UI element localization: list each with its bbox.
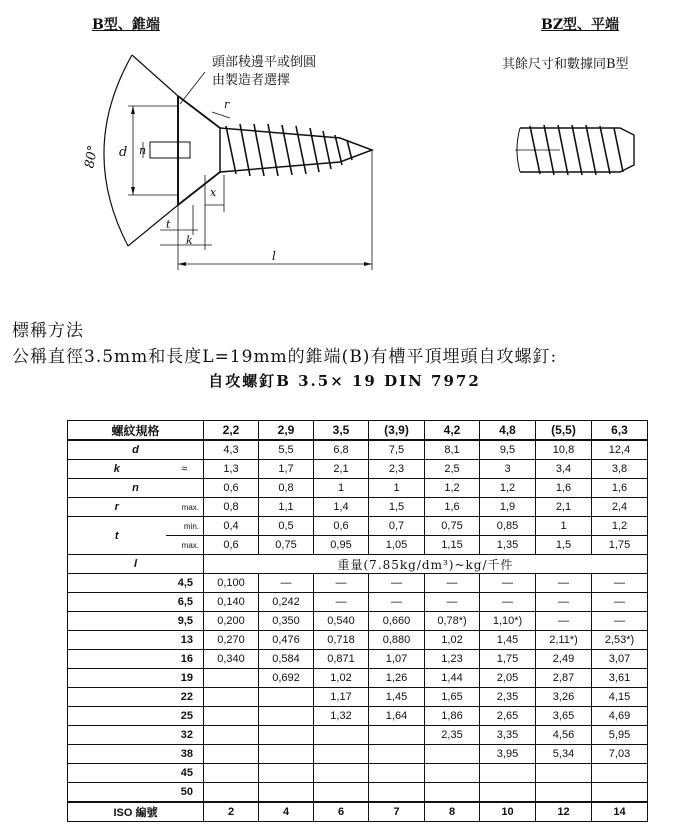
weight-value (369, 745, 425, 764)
weight-value: 1,02 (425, 631, 480, 650)
row-k-label: k (68, 460, 166, 479)
row-d-value: 9,5 (480, 440, 536, 460)
weight-value: 1,17 (314, 688, 369, 707)
length-row (68, 650, 648, 669)
weight-value (259, 726, 314, 745)
row-d-value: 12,4 (592, 440, 648, 460)
weight-value: 4,69 (592, 707, 648, 726)
weight-value: 2,05 (480, 669, 536, 688)
row-t-max-value: 1,15 (425, 536, 480, 555)
length-row (68, 688, 648, 707)
iso-number: 7 (369, 802, 425, 822)
weight-value: 0,476 (259, 631, 314, 650)
bz-type-caption: BZ型、平端 (541, 17, 620, 33)
row-t-min-value: 1,2 (592, 517, 648, 536)
weight-value: 0,660 (369, 612, 425, 631)
weight-value: 0,140 (204, 593, 259, 612)
row-k-value: 2,3 (369, 460, 425, 479)
weight-value: 2,65 (480, 707, 536, 726)
row-n-value: 1 (369, 479, 425, 498)
weight-value (259, 783, 314, 803)
row-k-value: 3 (480, 460, 536, 479)
weight-value: 0,880 (369, 631, 425, 650)
weight-value: 1,07 (369, 650, 425, 669)
bz-note: 其餘尺寸和數據同B型 (502, 57, 629, 72)
size-col: (5,5) (536, 421, 592, 441)
length-label: 32 (68, 726, 204, 745)
weight-value: — (425, 593, 480, 612)
weight-value (314, 745, 369, 764)
weight-value (592, 783, 648, 803)
row-k-value: 2,1 (314, 460, 369, 479)
dim-l-label: l (272, 249, 276, 263)
row-n-label: n (68, 479, 204, 498)
weight-header: 重量(7.85kg/dm³)~kg/千件 (204, 555, 648, 574)
weight-value (259, 764, 314, 783)
row-r-value: 0,8 (204, 498, 259, 517)
weight-value (204, 726, 259, 745)
thread-size-header: 螺紋規格 (68, 421, 204, 441)
length-row (68, 726, 648, 745)
weight-value (314, 783, 369, 803)
weight-value: 1,86 (425, 707, 480, 726)
weight-value (425, 764, 480, 783)
weight-value (259, 707, 314, 726)
weight-value (480, 783, 536, 803)
row-weight-header (68, 555, 648, 574)
weight-value (369, 726, 425, 745)
weight-value: 1,26 (369, 669, 425, 688)
dim-d-label: d (119, 145, 128, 160)
length-label: 6,5 (68, 593, 204, 612)
weight-value (259, 745, 314, 764)
weight-value: — (425, 574, 480, 593)
size-col: 4,2 (425, 421, 480, 441)
row-d-label: d (68, 440, 204, 460)
weight-value: 0,871 (314, 650, 369, 669)
weight-value: 4,56 (536, 726, 592, 745)
weight-value (369, 764, 425, 783)
weight-value: 0,270 (204, 631, 259, 650)
designation-code: 自攻螺釘B 3.5× 19 DIN 7972 (208, 372, 481, 390)
dim-r-label: r (224, 98, 230, 111)
row-n-value: 1 (314, 479, 369, 498)
weight-value: — (369, 574, 425, 593)
weight-value (204, 688, 259, 707)
weight-value: — (592, 574, 648, 593)
row-t-min-sub: min. (166, 517, 204, 536)
weight-value: 3,26 (536, 688, 592, 707)
weight-value (425, 745, 480, 764)
weight-value: 3,07 (592, 650, 648, 669)
length-label: 45 (68, 764, 204, 783)
bz-drawing (515, 125, 634, 175)
iso-number: 2 (204, 802, 259, 822)
row-t-min (68, 517, 648, 536)
designation-title: 標稱方法 (12, 321, 84, 341)
approx-symbol: ≈ (166, 460, 204, 479)
weight-value: — (480, 574, 536, 593)
dim-x-label: x (210, 186, 217, 199)
weight-value: 2,35 (480, 688, 536, 707)
row-t-max-value: 0,95 (314, 536, 369, 555)
angle-label: 80° (82, 144, 102, 170)
size-col: (3,9) (369, 421, 425, 441)
row-t-min-value: 0,4 (204, 517, 259, 536)
row-k-value: 1,3 (204, 460, 259, 479)
weight-value: 5,34 (536, 745, 592, 764)
row-r-value: 1,9 (480, 498, 536, 517)
weight-value (204, 669, 259, 688)
row-r-value: 1,6 (425, 498, 480, 517)
weight-value: 0,100 (204, 574, 259, 593)
length-row (68, 783, 648, 803)
row-d-value: 8,1 (425, 440, 480, 460)
length-label: 22 (68, 688, 204, 707)
weight-value: 5,95 (592, 726, 648, 745)
row-d-value: 4,3 (204, 440, 259, 460)
row-r-value: 1,5 (369, 498, 425, 517)
row-k-value: 3,8 (592, 460, 648, 479)
dim-k-label: k (186, 234, 193, 247)
row-l-label: l (68, 555, 204, 574)
b-type-caption: B型、錐端 (92, 17, 160, 33)
weight-value: 0,242 (259, 593, 314, 612)
size-col: 4,8 (480, 421, 536, 441)
weight-value: — (536, 612, 592, 631)
weight-value (204, 707, 259, 726)
weight-value: 0,78*) (425, 612, 480, 631)
weight-value (204, 783, 259, 803)
length-row (68, 612, 648, 631)
weight-value (592, 764, 648, 783)
weight-value: 2,11*) (536, 631, 592, 650)
row-t-min-value: 0,6 (314, 517, 369, 536)
weight-value: — (536, 593, 592, 612)
length-label: 16 (68, 650, 204, 669)
row-r (68, 498, 648, 517)
length-label: 13 (68, 631, 204, 650)
weight-value: 0,340 (204, 650, 259, 669)
weight-value: 1,44 (425, 669, 480, 688)
row-iso (68, 802, 648, 822)
weight-value (204, 764, 259, 783)
head-note-line1: 頭部稜邊平或倒圓 (212, 55, 317, 70)
iso-label: ISO 編號 (68, 802, 204, 822)
row-t-max-value: 0,75 (259, 536, 314, 555)
row-t-label: t (68, 517, 166, 555)
length-label: 50 (68, 783, 204, 803)
row-n-value: 1,2 (480, 479, 536, 498)
weight-value (204, 745, 259, 764)
row-d-value: 5,5 (259, 440, 314, 460)
weight-value: — (536, 574, 592, 593)
weight-value: 1,10*) (480, 612, 536, 631)
row-n-value: 1,6 (592, 479, 648, 498)
length-row (68, 574, 648, 593)
row-r-sub: max. (166, 498, 204, 517)
spec-table (67, 420, 648, 822)
row-r-value: 1,1 (259, 498, 314, 517)
weight-value: 1,32 (314, 707, 369, 726)
length-label: 9,5 (68, 612, 204, 631)
iso-number: 10 (480, 802, 536, 822)
weight-value (314, 726, 369, 745)
row-t-max-value: 0,6 (204, 536, 259, 555)
dim-n-label: n (139, 144, 147, 157)
length-row (68, 669, 648, 688)
row-r-value: 1,4 (314, 498, 369, 517)
screw-drawing (0, 0, 689, 300)
weight-value: 1,75 (480, 650, 536, 669)
row-t-min-value: 0,7 (369, 517, 425, 536)
row-k-value: 3,4 (536, 460, 592, 479)
weight-value: 0,692 (259, 669, 314, 688)
iso-number: 12 (536, 802, 592, 822)
weight-value: 0,200 (204, 612, 259, 631)
row-r-label: r (68, 498, 166, 517)
size-col: 6,3 (592, 421, 648, 441)
iso-number: 14 (592, 802, 648, 822)
length-label: 19 (68, 669, 204, 688)
size-col: 3,5 (314, 421, 369, 441)
weight-value: — (314, 574, 369, 593)
length-label: 4,5 (68, 574, 204, 593)
length-row (68, 631, 648, 650)
row-d-value: 7,5 (369, 440, 425, 460)
angle-arc (104, 55, 132, 246)
row-r-value: 2,4 (592, 498, 648, 517)
row-t-max-value: 1,35 (480, 536, 536, 555)
dim-t-label: t (166, 218, 171, 231)
weight-value: 1,45 (369, 688, 425, 707)
weight-value: 1,65 (425, 688, 480, 707)
length-row (68, 745, 648, 764)
length-row (68, 764, 648, 783)
row-t-max-value: 1,5 (536, 536, 592, 555)
row-n-value: 0,8 (259, 479, 314, 498)
length-row (68, 707, 648, 726)
weight-value: 1,23 (425, 650, 480, 669)
weight-value: 1,02 (314, 669, 369, 688)
weight-value: 3,65 (536, 707, 592, 726)
length-label: 25 (68, 707, 204, 726)
row-n (68, 479, 648, 498)
iso-number: 8 (425, 802, 480, 822)
weight-value: 3,95 (480, 745, 536, 764)
weight-value: — (369, 593, 425, 612)
row-k (68, 460, 648, 479)
iso-number: 6 (314, 802, 369, 822)
row-n-value: 1,6 (536, 479, 592, 498)
weight-value (259, 688, 314, 707)
weight-value: 2,49 (536, 650, 592, 669)
row-t-min-value: 1 (536, 517, 592, 536)
weight-value: 0,584 (259, 650, 314, 669)
weight-value (536, 764, 592, 783)
weight-value: 0,540 (314, 612, 369, 631)
weight-value (369, 783, 425, 803)
row-t-min-value: 0,75 (425, 517, 480, 536)
size-col: 2,9 (259, 421, 314, 441)
row-k-value: 2,5 (425, 460, 480, 479)
weight-value: — (314, 593, 369, 612)
row-r-value: 2,1 (536, 498, 592, 517)
row-t-min-value: 0,85 (480, 517, 536, 536)
row-t-min-value: 0,5 (259, 517, 314, 536)
weight-value: 3,35 (480, 726, 536, 745)
weight-value: 0,350 (259, 612, 314, 631)
weight-value: 2,53*) (592, 631, 648, 650)
head-note-line2: 由製造者選擇 (212, 73, 291, 88)
weight-value (536, 783, 592, 803)
weight-value: — (592, 593, 648, 612)
size-col: 2,2 (204, 421, 259, 441)
row-d-value: 10,8 (536, 440, 592, 460)
row-n-value: 0,6 (204, 479, 259, 498)
length-label: 38 (68, 745, 204, 764)
weight-value: 1,45 (480, 631, 536, 650)
weight-value: — (480, 593, 536, 612)
weight-value: 1,64 (369, 707, 425, 726)
weight-value: 2,87 (536, 669, 592, 688)
row-d (68, 440, 648, 460)
row-t-max-value: 1,75 (592, 536, 648, 555)
designation-example: 公稱直徑3.5mm和長度L=19mm的錐端(B)有槽平頂埋頭自攻螺釘: (12, 347, 558, 367)
weight-value: 7,03 (592, 745, 648, 764)
weight-value: — (592, 612, 648, 631)
length-row (68, 593, 648, 612)
weight-value: 3,61 (592, 669, 648, 688)
row-n-value: 1,2 (425, 479, 480, 498)
weight-value (480, 764, 536, 783)
weight-value (425, 783, 480, 803)
row-t-max-value: 1,05 (369, 536, 425, 555)
weight-value: — (259, 574, 314, 593)
weight-value: 0,718 (314, 631, 369, 650)
row-d-value: 6,8 (314, 440, 369, 460)
row-k-value: 1,7 (259, 460, 314, 479)
iso-number: 4 (259, 802, 314, 822)
weight-value: 4,15 (592, 688, 648, 707)
table-header-row (68, 421, 648, 441)
weight-value: 2,35 (425, 726, 480, 745)
row-t-max-sub: max. (166, 536, 204, 555)
weight-value (314, 764, 369, 783)
